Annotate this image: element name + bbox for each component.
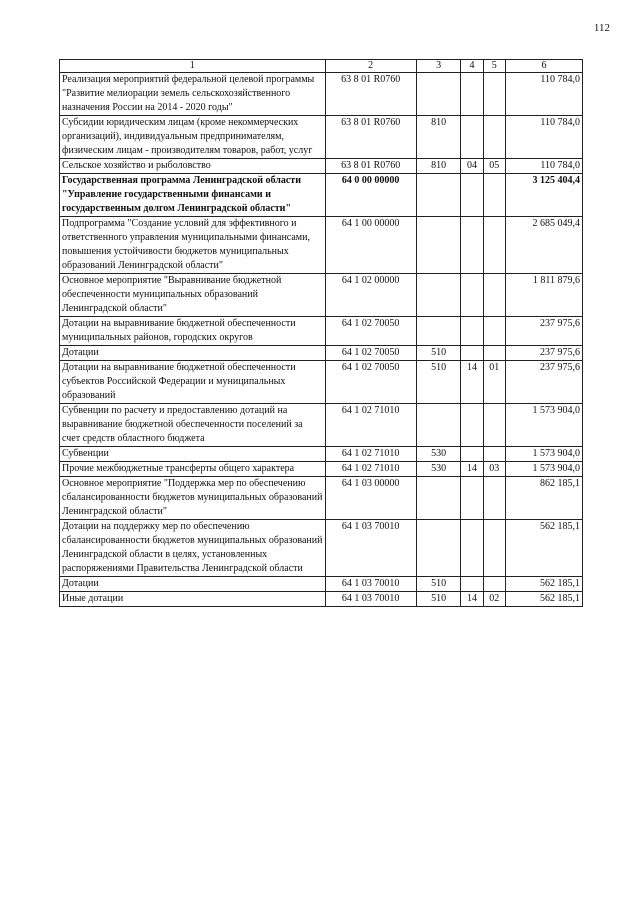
row-vr: 510	[416, 577, 461, 592]
row-sum: 1 573 904,0	[505, 462, 582, 477]
row-rz	[461, 447, 483, 462]
row-sum: 862 185,1	[505, 477, 582, 520]
row-vr: 530	[416, 462, 461, 477]
table-row	[60, 159, 583, 174]
row-pr	[483, 577, 505, 592]
row-code: 64 1 03 70010	[325, 520, 416, 577]
row-pr	[483, 217, 505, 274]
row-vr	[416, 317, 461, 346]
header-col-1: 1	[60, 60, 326, 73]
row-code: 64 1 00 00000	[325, 217, 416, 274]
table-row	[60, 361, 583, 404]
table-row	[60, 520, 583, 577]
table-row	[60, 462, 583, 477]
row-rz: 14	[461, 361, 483, 404]
row-sum: 1 573 904,0	[505, 447, 582, 462]
header-col-6: 6	[505, 60, 582, 73]
row-rz	[461, 317, 483, 346]
table-header-row	[60, 60, 583, 73]
row-vr	[416, 174, 461, 217]
table-row	[60, 477, 583, 520]
row-code: 64 1 02 70050	[325, 346, 416, 361]
table-row	[60, 73, 583, 116]
row-sum: 562 185,1	[505, 592, 582, 607]
row-vr: 510	[416, 361, 461, 404]
table-row	[60, 217, 583, 274]
row-sum: 562 185,1	[505, 577, 582, 592]
row-rz	[461, 116, 483, 159]
row-vr	[416, 477, 461, 520]
page-number: 112	[593, 22, 610, 34]
row-rz	[461, 274, 483, 317]
row-vr	[416, 520, 461, 577]
row-sum: 110 784,0	[505, 159, 582, 174]
row-pr	[483, 520, 505, 577]
row-name: Дотации	[60, 346, 326, 361]
row-sum: 562 185,1	[505, 520, 582, 577]
row-pr	[483, 477, 505, 520]
row-rz	[461, 520, 483, 577]
row-vr: 510	[416, 346, 461, 361]
table-row	[60, 317, 583, 346]
row-sum: 110 784,0	[505, 73, 582, 116]
row-name: Подпрограмма "Создание условий для эффективного и ответственного управления муниципальными финансами, повышения устойчивости бюджетов муниципальных образований Ленинградской области"	[60, 217, 326, 274]
table-row	[60, 447, 583, 462]
row-name: Субвенции	[60, 447, 326, 462]
row-sum: 110 784,0	[505, 116, 582, 159]
row-pr	[483, 116, 505, 159]
row-pr: 02	[483, 592, 505, 607]
row-sum: 2 685 049,4	[505, 217, 582, 274]
header-col-3: 3	[416, 60, 461, 73]
row-code: 64 1 03 70010	[325, 577, 416, 592]
row-name: Дотации на выравнивание бюджетной обеспеченности муниципальных районов, городских округов	[60, 317, 326, 346]
row-code: 63 8 01 R0760	[325, 116, 416, 159]
row-pr	[483, 404, 505, 447]
row-rz	[461, 404, 483, 447]
row-vr: 530	[416, 447, 461, 462]
row-vr	[416, 404, 461, 447]
row-pr: 05	[483, 159, 505, 174]
budget-table	[59, 59, 583, 607]
row-name: Основное мероприятие "Выравнивание бюджетной обеспеченности муниципальных образований Ленинградской области"	[60, 274, 326, 317]
row-rz	[461, 174, 483, 217]
row-vr: 510	[416, 592, 461, 607]
table-row	[60, 577, 583, 592]
row-name: Основное мероприятие "Поддержка мер по обеспечению сбалансированности бюджетов муниципальных образований Ленинградской области"	[60, 477, 326, 520]
row-code: 64 1 02 71010	[325, 404, 416, 447]
row-name: Субсидии юридическим лицам (кроме некоммерческих организаций), индивидуальным предпринимателям, физическим лицам - производителям товаров, работ, услуг	[60, 116, 326, 159]
row-pr	[483, 317, 505, 346]
row-code: 64 0 00 00000	[325, 174, 416, 217]
row-code: 63 8 01 R0760	[325, 73, 416, 116]
row-pr	[483, 274, 505, 317]
row-sum: 3 125 404,4	[505, 174, 582, 217]
row-vr: 810	[416, 116, 461, 159]
row-rz	[461, 73, 483, 116]
row-name: Реализация мероприятий федеральной целевой программы "Развитие мелиорации земель сельскохозяйственного назначения России на 2014 - 2020 годы"	[60, 73, 326, 116]
table-row	[60, 404, 583, 447]
row-rz: 14	[461, 462, 483, 477]
header-col-2: 2	[325, 60, 416, 73]
row-name: Сельское хозяйство и рыболовство	[60, 159, 326, 174]
row-pr: 03	[483, 462, 505, 477]
row-vr	[416, 217, 461, 274]
row-code: 64 1 02 00000	[325, 274, 416, 317]
row-rz	[461, 346, 483, 361]
row-name: Государственная программа Ленинградской области "Управление государственными финансами и государственным долгом Ленинградской области"	[60, 174, 326, 217]
row-rz	[461, 477, 483, 520]
row-rz	[461, 217, 483, 274]
row-rz: 04	[461, 159, 483, 174]
row-pr	[483, 447, 505, 462]
table-row	[60, 274, 583, 317]
row-rz	[461, 577, 483, 592]
row-name: Дотации на поддержку мер по обеспечению сбалансированности бюджетов муниципальных образований Ленинградской области в целях, установленных распоряжениями Правительства Ленинградской области	[60, 520, 326, 577]
header-col-4: 4	[461, 60, 483, 73]
row-code: 64 1 03 00000	[325, 477, 416, 520]
row-code: 64 1 02 70050	[325, 361, 416, 404]
row-sum: 237 975,6	[505, 361, 582, 404]
row-sum: 1 573 904,0	[505, 404, 582, 447]
row-code: 64 1 03 70010	[325, 592, 416, 607]
row-rz: 14	[461, 592, 483, 607]
table-row	[60, 174, 583, 217]
table-row	[60, 116, 583, 159]
table-row	[60, 346, 583, 361]
row-name: Субвенции по расчету и предоставлению дотаций на выравнивание бюджетной обеспеченности поселений за счет средств областного бюджета	[60, 404, 326, 447]
row-code: 63 8 01 R0760	[325, 159, 416, 174]
row-code: 64 1 02 70050	[325, 317, 416, 346]
row-name: Прочие межбюджетные трансферты общего характера	[60, 462, 326, 477]
row-vr	[416, 73, 461, 116]
row-pr	[483, 346, 505, 361]
row-vr: 810	[416, 159, 461, 174]
row-sum: 237 975,6	[505, 317, 582, 346]
row-pr	[483, 73, 505, 116]
row-name: Иные дотации	[60, 592, 326, 607]
row-pr: 01	[483, 361, 505, 404]
header-col-5: 5	[483, 60, 505, 73]
row-sum: 237 975,6	[505, 346, 582, 361]
row-vr	[416, 274, 461, 317]
table-row	[60, 592, 583, 607]
row-name: Дотации	[60, 577, 326, 592]
row-sum: 1 811 879,6	[505, 274, 582, 317]
table-body	[60, 73, 583, 607]
row-pr	[483, 174, 505, 217]
row-code: 64 1 02 71010	[325, 462, 416, 477]
row-name: Дотации на выравнивание бюджетной обеспеченности субъектов Российской Федерации и муниципальных образований	[60, 361, 326, 404]
row-code: 64 1 02 71010	[325, 447, 416, 462]
